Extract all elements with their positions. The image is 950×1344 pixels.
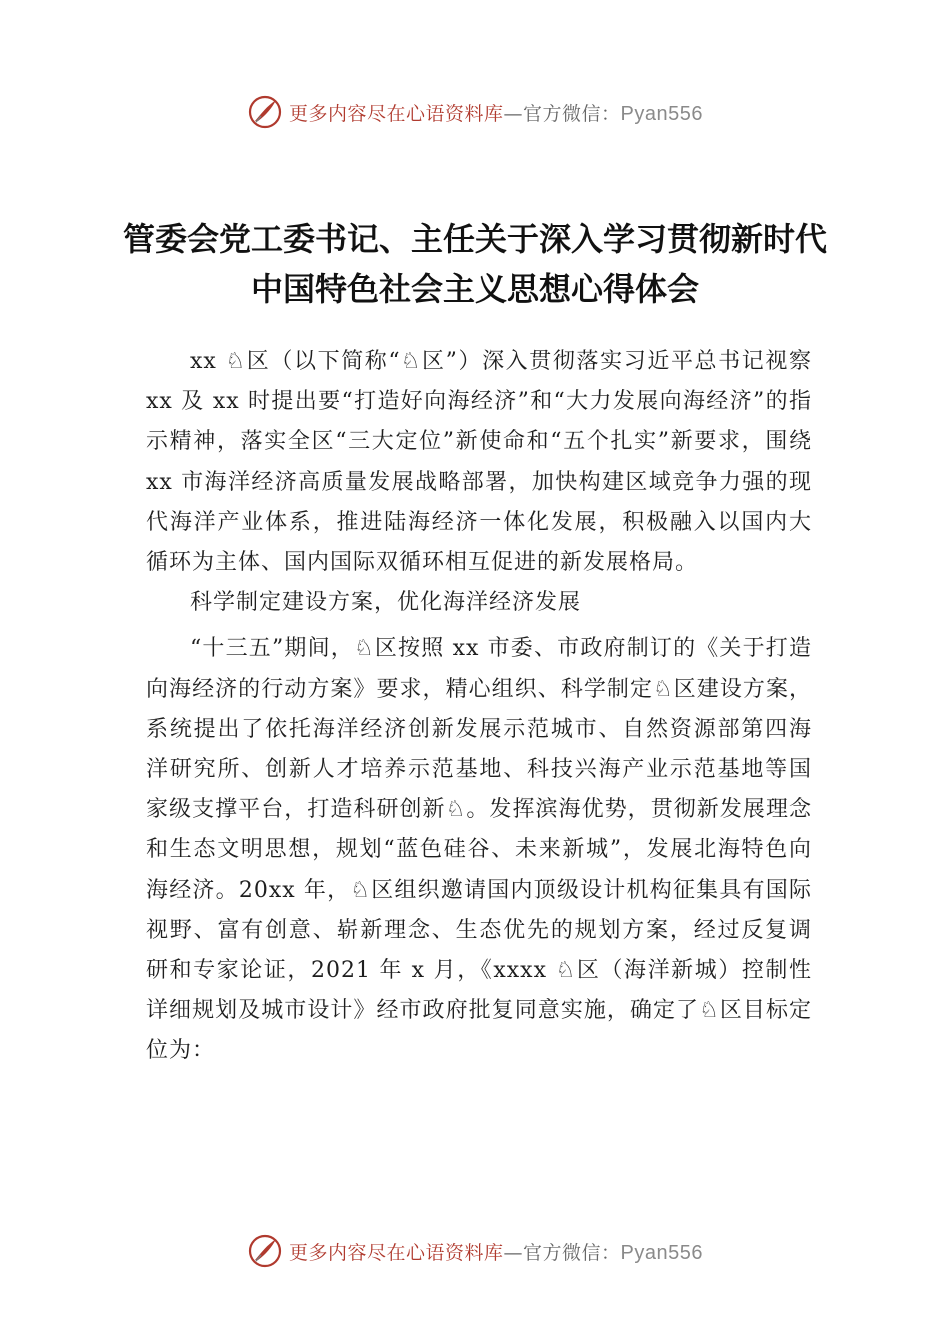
- banner-wechat-id: Pyan556: [620, 102, 703, 125]
- banner-wechat-label: 官方微信：: [523, 102, 621, 125]
- document-title: 管委会党工委书记、主任关于深入学习贯彻新时代中国特色社会主义思想心得体会: [122, 220, 827, 308]
- footer-banner: [0, 1233, 950, 1269]
- document-body: [146, 342, 812, 1072]
- quill-logo-icon: [247, 1233, 283, 1269]
- banner-site-name: 更多内容尽在心语资料库: [289, 1241, 504, 1264]
- paragraph-intro: xx ♘区（以下简称“♘区”）深入贯彻落实习近平总书记视察 xx 及 xx 时提出要“打造好向海经济”和“大力发展向海经济”的指示精神，落实全区“三大定位”新使命和“五个扎实”新要求，围绕 xx 市海洋经济高质量发展战略部署，加快构建区域竞争力强的现代海洋产业体系，推进陆海经济一体化发展，积极融入以国内大循环为主体、国内国际双循环相互促进的新发展格局。: [146, 349, 812, 576]
- banner-wechat-id: Pyan556: [620, 1241, 703, 1264]
- quill-logo-icon: [247, 94, 283, 130]
- banner-dash: —: [503, 1241, 524, 1264]
- header-banner: [0, 94, 950, 130]
- paragraph-plan-details: “十三五”期间，♘区按照 xx 市委、市政府制订的《关于打造向海经济的行动方案》要求，精心组织、科学制定♘区建设方案，系统提出了依托海洋经济创新发展示范城市、自然资源部第四海洋研究所、创新人才培养示范基地、科技兴海产业示范基地等国家级支撑平台，打造科研创新♘。发挥滨海优势，贯彻新发展理念和生态文明思想，规划“蓝色硅谷、未来新城”，发展北海特色向海经济。20xx 年，♘区组织邀请国内顶级设计机构征集具有国际视野、富有创意、崭新理念、生态优先的规划方案，经过反复调研和专家论证，2021 年 x 月，《xxxx ♘区（海洋新城）控制性详细规划及城市设计》经市政府批复同意实施，确定了♘区目标定位为：: [146, 636, 812, 1064]
- paragraph-section-heading: 科学制定建设方案，优化海洋经济发展: [190, 590, 582, 616]
- banner-text: [289, 99, 703, 126]
- banner-wechat-label: 官方微信：: [523, 1241, 621, 1264]
- banner-dash: —: [503, 102, 524, 125]
- banner-site-name: 更多内容尽在心语资料库: [289, 102, 504, 125]
- banner-text: [289, 1238, 703, 1265]
